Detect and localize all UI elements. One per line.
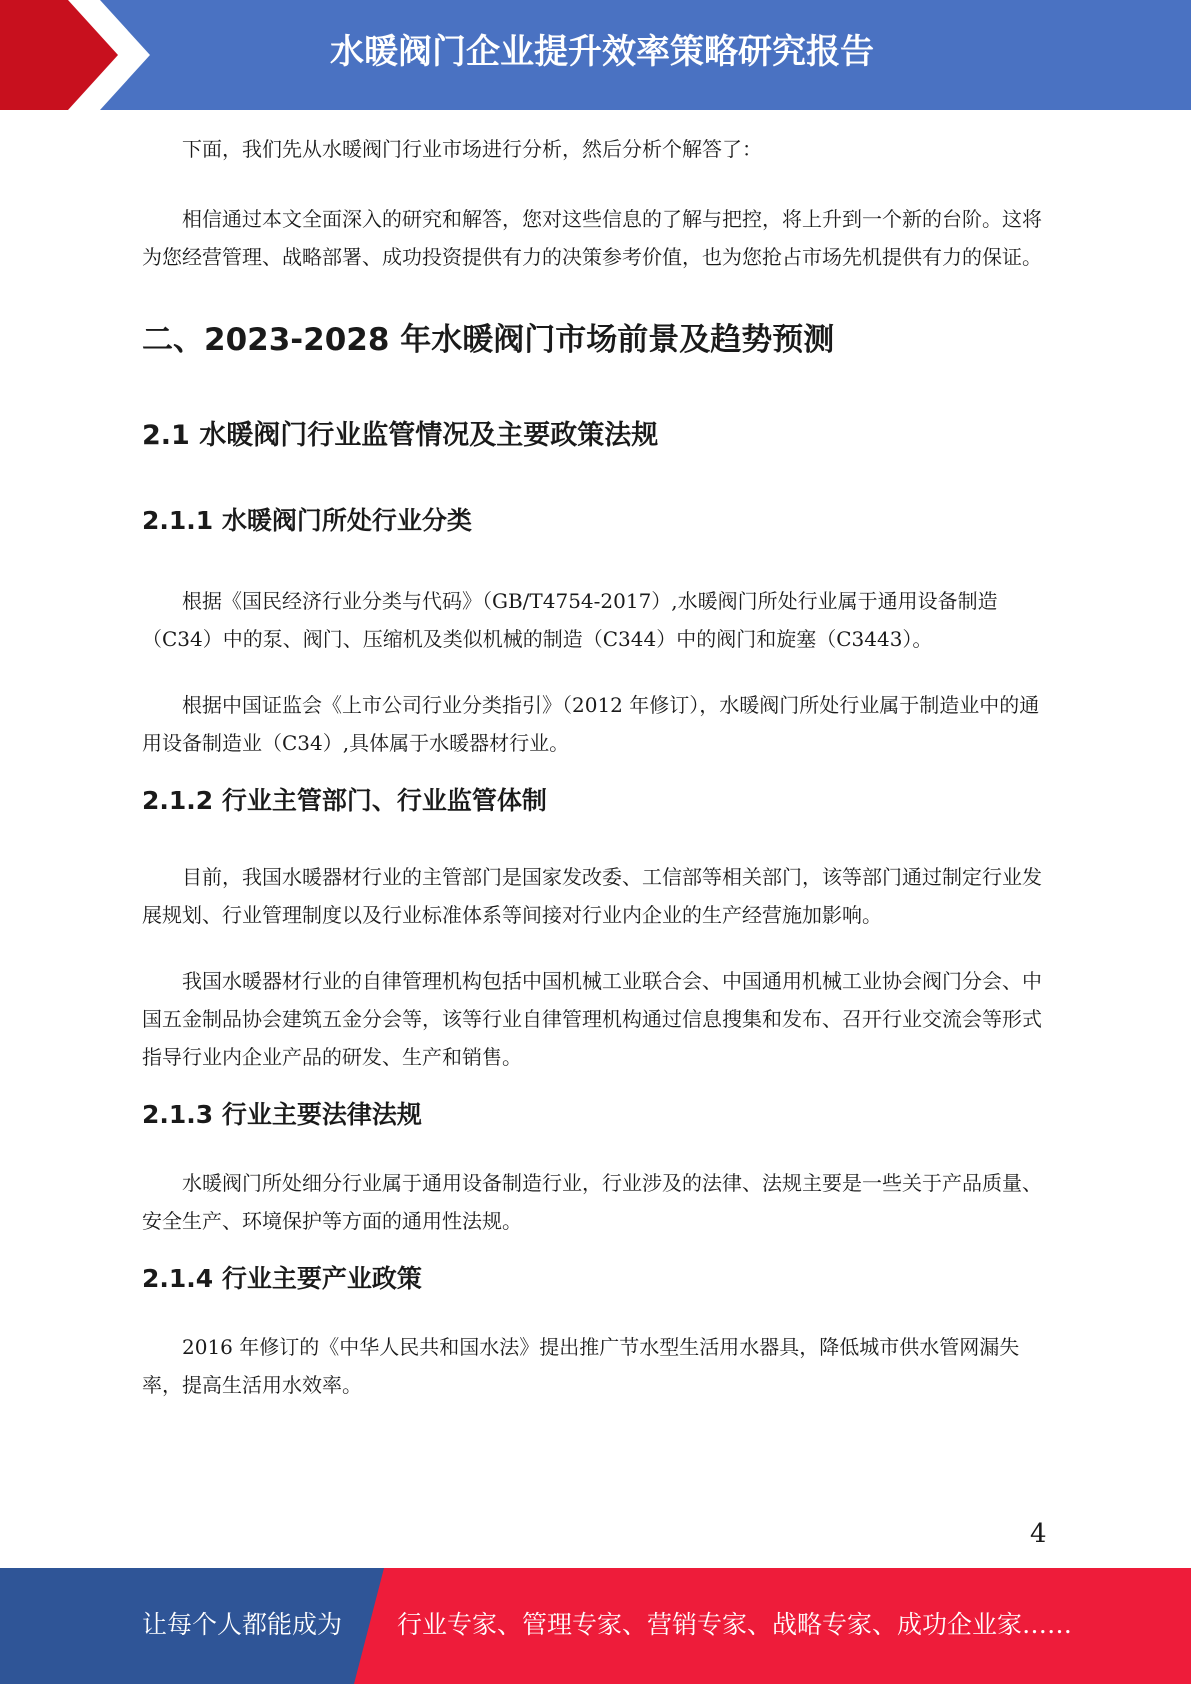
page-footer bbox=[0, 1568, 1191, 1684]
footer-slogan-right: 行业专家、管理专家、营销专家、战略专家、成功企业家…… bbox=[397, 1610, 1073, 1639]
document-body bbox=[142, 130, 1047, 1404]
paragraph-2-1-1-b: 根据中国证监会《上市公司行业分类指引》（2012 年修订），水暖阀门所处行业属于制造业中的通用设备制造业（C34）,具体属于水暖器材行业。 bbox=[142, 693, 1040, 755]
footer-slogan-left: 让每个人都能成为 bbox=[142, 1610, 343, 1639]
subsection-heading-2-1-2: 2.1.2 行业主管部门、行业监管体制 bbox=[142, 786, 547, 815]
intro-paragraph-1: 下面，我们先从水暖阀门行业市场进行分析，然后分析个解答了： bbox=[182, 137, 762, 161]
page-number: 4 bbox=[1030, 1519, 1047, 1549]
intro-paragraph-2: 相信通过本文全面深入的研究和解答，您对这些信息的了解与把控，将上升到一个新的台阶。这将为您经营管理、战略部署、成功投资提供有力的决策参考价值，也为您抢占市场先机提供有力的保证。 bbox=[142, 207, 1042, 269]
subsection-heading-2-1: 2.1 水暖阀门行业监管情况及主要政策法规 bbox=[142, 420, 659, 451]
paragraph-2-1-2-a: 目前，我国水暖器材行业的主管部门是国家发改委、工信部等相关部门，该等部门通过制定行业发展规划、行业管理制度以及行业标准体系等间接对行业内企业的生产经营施加影响。 bbox=[142, 865, 1042, 927]
page-header bbox=[0, 0, 1191, 110]
header-chevron-graphic bbox=[0, 0, 160, 110]
paragraph-2-1-2-b: 我国水暖器材行业的自律管理机构包括中国机械工业联合会、中国通用机械工业协会阀门分会、中国五金制品协会建筑五金分会等，该等行业自律管理机构通过信息搜集和发布、召开行业交流会等形式指导行业内企业产品的研发、生产和销售。 bbox=[142, 969, 1042, 1069]
report-title: 水暖阀门企业提升效率策略研究报告 bbox=[330, 32, 874, 72]
section-heading: 二、2023-2028 年水暖阀门市场前景及趋势预测 bbox=[142, 322, 835, 358]
subsection-heading-2-1-4: 2.1.4 行业主要产业政策 bbox=[142, 1264, 422, 1293]
paragraph-2-1-1-a: 根据《国民经济行业分类与代码》（GB/T4754-2017）,水暖阀门所处行业属于通用设备制造（C34）中的泵、阀门、压缩机及类似机械的制造（C344）中的阀门和旋塞（C3443）。 bbox=[142, 589, 998, 651]
paragraph-2-1-4: 2016 年修订的《中华人民共和国水法》提出推广节水型生活用水器具，降低城市供水管网漏失率，提高生活用水效率。 bbox=[142, 1335, 1020, 1397]
subsection-heading-2-1-1: 2.1.1 水暖阀门所处行业分类 bbox=[142, 506, 472, 535]
subsection-heading-2-1-3: 2.1.3 行业主要法律法规 bbox=[142, 1100, 422, 1129]
paragraph-2-1-3: 水暖阀门所处细分行业属于通用设备制造行业，行业涉及的法律、法规主要是一些关于产品质量、安全生产、环境保护等方面的通用性法规。 bbox=[142, 1171, 1042, 1233]
